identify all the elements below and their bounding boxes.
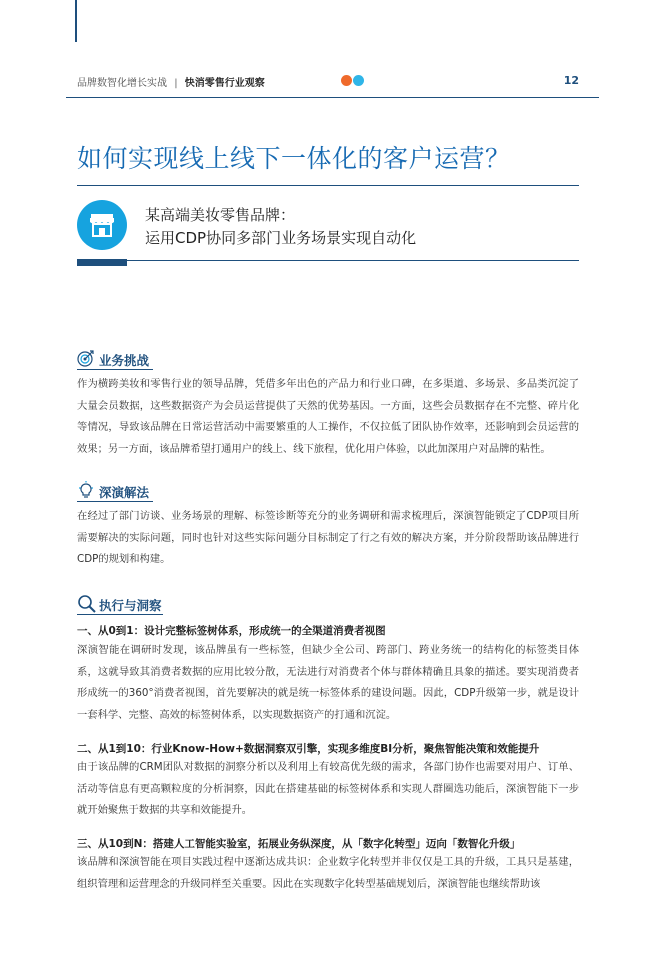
store-icon (77, 200, 127, 250)
insight-step3-text: 该品牌和深演智能在项目实践过程中逐渐达成共识：企业数字化转型并非仅仅是工具的升级，工具只是基建，组织管理和运营理念的升级同样至关重要。因此在实现数字化转型基础规划后，深演智能也继续帮助该 (77, 856, 579, 890)
section-underline (77, 614, 163, 615)
section-underline (77, 369, 153, 370)
report-subtitle: 快消零售行业观察 (184, 78, 265, 89)
section-challenge-label: 业务挑战 (99, 353, 150, 368)
insight-step2-title: 二、从1到10：行业Know-How+数据洞察双引擎，实现多维度BI分析，聚焦智能决策和效能提升 (77, 743, 540, 755)
insight-step2-text: 由于该品牌的CRM团队对数据的洞察分析以及利用上有较高优先级的需求，各部门协作也需要对用户、订单、活动等信息有更高颗粒度的分析洞察，因此在搭建基础的标签树体系和实现人群圈选功能后，深演智能下一步就开始聚焦于数据的共享和效能提升。 (77, 761, 579, 816)
report-title: 品牌数智化增长实战 (77, 78, 167, 89)
header-separator: | (174, 78, 178, 89)
case-brand-line: 某高端美妆零售品牌： (145, 206, 296, 224)
section-solution-label: 深演解法 (99, 485, 150, 500)
page-number: 12 (563, 74, 579, 87)
title-divider (77, 185, 579, 186)
case-accent-bar (77, 259, 127, 266)
brand-logos (341, 75, 364, 94)
case-divider (77, 260, 579, 261)
orange-logo-icon (341, 75, 352, 86)
header-rule (66, 97, 599, 98)
insight-step1-text: 深演智能在调研时发现，该品牌虽有一些标签，但缺少全公司、跨部门、跨业务统一的结构化的标签类目体系，这就导致其消费者数据的应用比较分散，无法进行对消费者个体与群体精确且具象的描述。要实现消费者形成统一的360°消费者视图，首先要解决的就是统一标签体系的建设问题。因此，CDP升级第一步，就是设计一套科学、完整、高效的标签树体系，以实现数据资产的打通和沉淀。 (77, 644, 579, 721)
page-title: 如何实现线上线下一体化的客户运营？ (77, 144, 511, 173)
insight-step3-title: 三、从10到N：搭建人工智能实验室，拓展业务纵深度，从「数字化转型」迈向「数智化升级」 (77, 838, 521, 850)
top-accent-line (75, 0, 77, 42)
solution-paragraph: 在经过了部门访谈、业务场景的理解、标签诊断等充分的业务调研和需求梳理后，深演智能锁定了CDP项目所需要解决的实际问题，同时也针对这些实际问题分目标制定了行之有效的解决方案，并分阶段帮助该品牌进行CDP的规划和构建。 (77, 510, 579, 565)
section-underline (77, 501, 153, 502)
lightbulb-icon (77, 481, 95, 503)
target-icon (77, 349, 95, 371)
case-summary-line: 运用CDP协同多部门业务场景实现自动化 (145, 229, 417, 247)
challenge-paragraph: 作为横跨美妆和零售行业的领导品牌，凭借多年出色的产品力和行业口碑，在多渠道、多场景、多品类沉淀了大量会员数据，这些数据资产为会员运营提供了天然的优势基因。一方面，这些会员数据存在不完整、碎片化等情况，导致该品牌在日常运营活动中需要繁重的人工操作，不仅拉低了团队协作效率，还影响到会员运营的效果；另一方面，该品牌希望打通用户的线上、线下旅程，优化用户体验，以此加深用户对品牌的粘性。 (77, 378, 579, 455)
insight-step1-title: 一、从0到1：设计完整标签树体系，形成统一的全渠道消费者视图 (77, 625, 386, 637)
blue-logo-icon (353, 75, 364, 86)
page-header (77, 74, 579, 90)
section-insight-label: 执行与洞察 (99, 598, 162, 613)
